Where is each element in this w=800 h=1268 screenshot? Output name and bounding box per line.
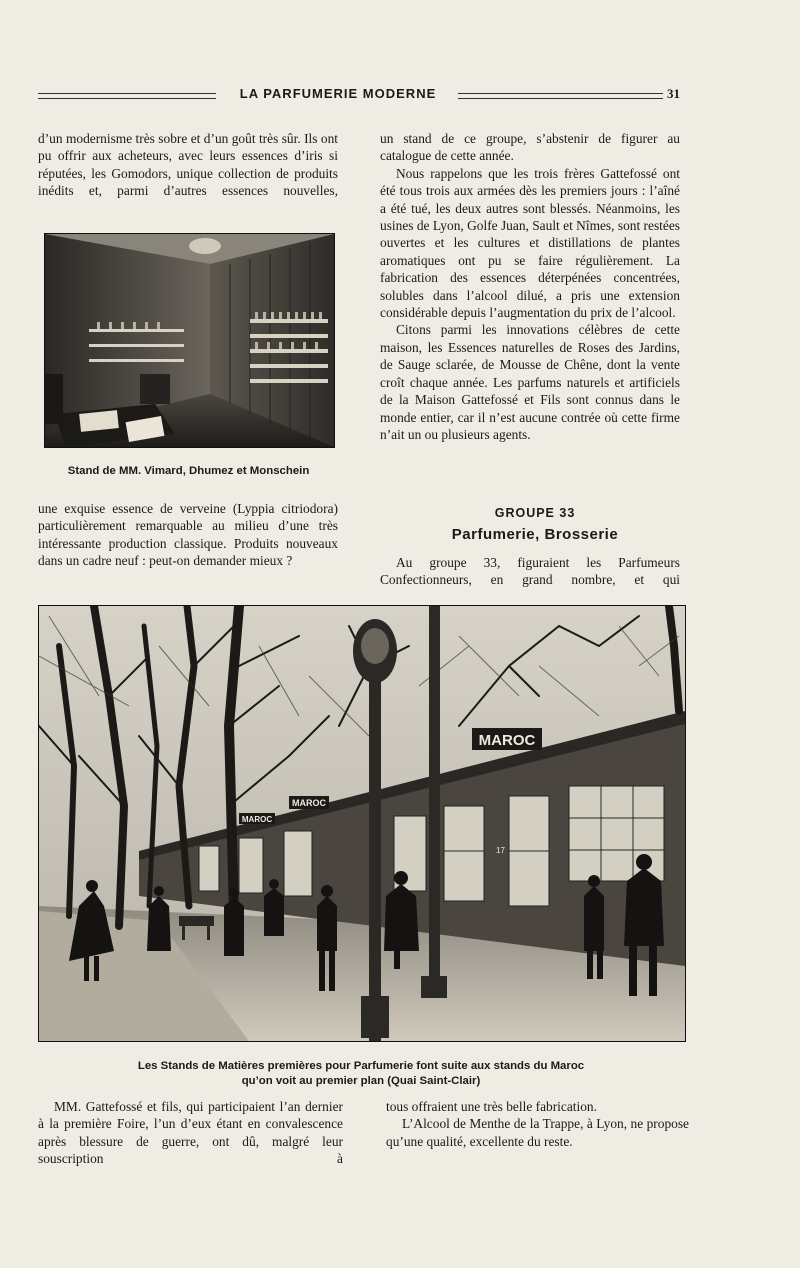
caption-line-2: qu’on voit au premier plan (Quai Saint-Clair)	[241, 1075, 481, 1087]
header-rule-left	[38, 93, 216, 99]
paragraph: Au groupe 33, figuraient les Parfumeurs Confectionneurs, en grand nombre, et qui	[380, 555, 680, 588]
right-column-top	[380, 130, 680, 443]
maroc-photo-caption	[38, 1059, 684, 1089]
paragraph: tous offraient une très belle fabrication.	[386, 1099, 597, 1114]
left-column-top	[38, 130, 338, 200]
left-column-bottom	[38, 1098, 343, 1168]
maroc-sign-small: MAROC	[241, 815, 273, 824]
maroc-stands-photo	[38, 605, 686, 1042]
maroc-sign-large: MAROC	[478, 732, 536, 749]
running-header	[38, 86, 680, 106]
right-column-bottom	[386, 1098, 689, 1150]
right-column-middle	[380, 554, 680, 589]
page-number: 31	[667, 86, 680, 101]
running-title: LA PARFUMERIE MODERNE	[239, 86, 437, 101]
section-group-number: GROUPE 33	[494, 506, 576, 520]
stand-photo-illustration	[45, 234, 334, 447]
maroc-sign-medium: MAROC	[292, 798, 326, 808]
paragraph: d’un modernisme très sobre et d’un goût très sûr. Ils ont pu offrir aux acheteurs, avec leurs essences d’iris si réputées, les Gomodors, unique collection de produits inédits et, parmi d’autres essences nouvelles,	[38, 131, 338, 199]
stand-photo	[44, 233, 335, 448]
section-title: Parfumerie, Brosserie	[451, 526, 619, 543]
door-number: 17	[496, 846, 505, 855]
caption-line-1: Les Stands de Matières premières pour Parfumerie font suite aux stands du Maroc	[137, 1060, 585, 1072]
paragraph: un stand de ce groupe, s’abstenir de figurer au catalogue de cette année.	[380, 131, 680, 164]
stand-photo-caption: Stand de MM. Vimard, Dhumez et Monschein	[67, 465, 310, 477]
paragraph: MM. Gattefossé et fils, qui participaient l’an dernier à la première Foire, l’un d’eux étant en convalescence après blessure de guerre, ont dû, malgré leur souscription à	[38, 1099, 343, 1167]
left-column-middle	[38, 500, 338, 570]
paragraph: Citons parmi les innovations célèbres de cette maison, les Essences naturelles de Roses des Jardins, de Sauge sclarée, de Mousse de Chêne, dont la vente croît chaque année. Les parfums naturels et artificiels de la Maison Gattefossé et Fils sont connus dans le monde entier, car il n’est aucune contrée où cette firme n’ait un ou plusieurs agents.	[380, 322, 680, 442]
paragraph: une exquise essence de verveine (Lyppia citriodora) particulièrement remarquable au milieu d’une très intéressante production classique. Produits nouveaux dans un cadre neuf : peut-on demander mieux ?	[38, 501, 338, 569]
header-rule-right	[458, 93, 663, 99]
maroc-stands-illustration	[39, 606, 685, 1041]
paragraph: Nous rappelons que les trois frères Gattefossé ont été tous trois aux armées dès les premiers jours : l’aîné a été tué, les deux autres sont blessés. Néanmoins, les usines de Lyon, Golfe Juan, Sault et Nîmes, sont restées ouvertes et les cultures et distillations de plantes aromatiques ont pu se faire régulièrement. La fabrication des essences déterpénées concentrées, solubles dans l’alcool dilué, a pris une extension considérable depuis l’augmentation du prix de l’alcool.	[380, 165, 680, 321]
paragraph: L’Alcool de Menthe de la Trappe, à Lyon, ne propose qu’une qualité, excellente du reste.	[386, 1116, 689, 1149]
